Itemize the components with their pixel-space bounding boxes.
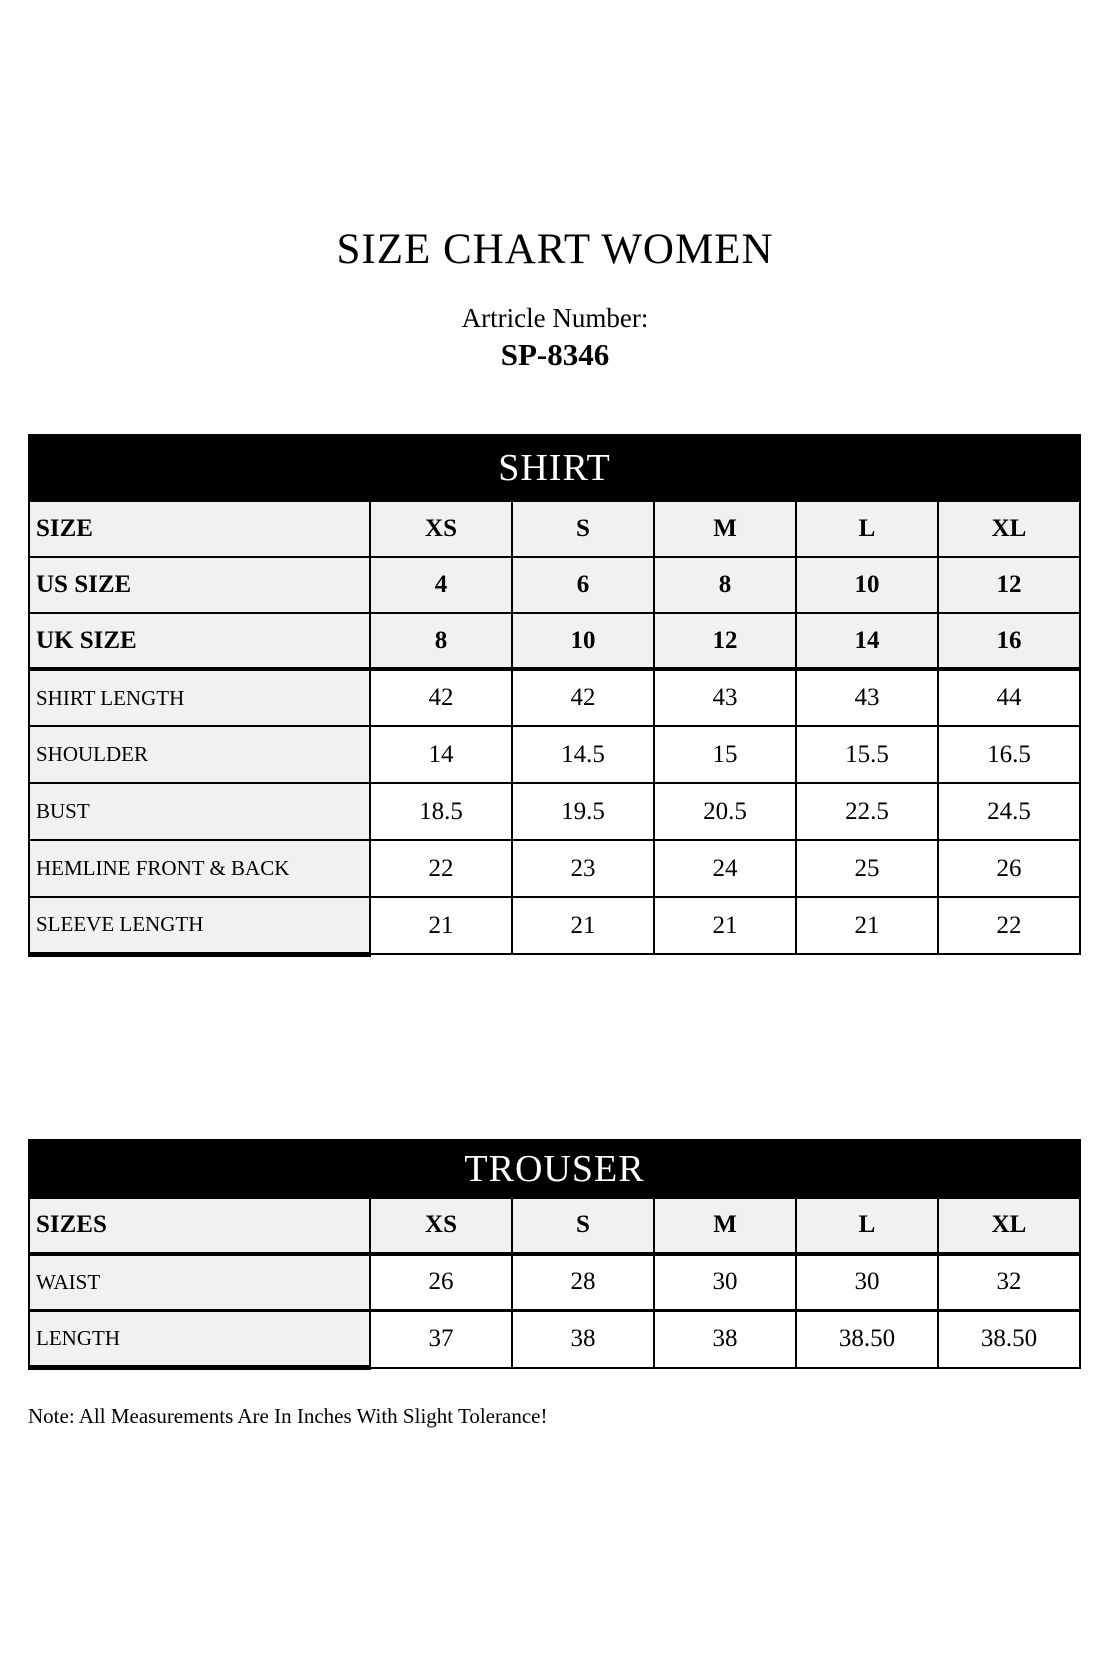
measurement-note: Note: All Measurements Are In Inches With Slight Tolerance!	[28, 1404, 548, 1428]
measurement-cell: 30	[796, 1254, 938, 1311]
measurement-cell: 22.5	[796, 783, 938, 840]
measurement-cell: 23	[512, 840, 654, 897]
row-label: US SIZE	[29, 557, 370, 613]
measurement-cell: 15	[654, 726, 796, 783]
row-label: WAIST	[29, 1254, 370, 1311]
row-label: SIZE	[29, 501, 370, 557]
measurement-cell: 16.5	[938, 726, 1080, 783]
measurement-cell: 30	[654, 1254, 796, 1311]
size-cell: XL	[938, 501, 1080, 557]
measurement-cell: 38	[654, 1311, 796, 1368]
size-cell: 8	[370, 613, 512, 669]
shirt-size-table	[28, 434, 1081, 957]
measurement-cell: 38.50	[796, 1311, 938, 1368]
trouser-table-header	[29, 1140, 1080, 1198]
size-cell: L	[796, 501, 938, 557]
size-cell: 12	[654, 613, 796, 669]
row-label: SIZES	[29, 1198, 370, 1254]
measurement-cell: 22	[370, 840, 512, 897]
table-row	[29, 557, 1080, 613]
measurement-cell: 19.5	[512, 783, 654, 840]
measurement-cell: 42	[370, 669, 512, 726]
measurement-cell: 32	[938, 1254, 1080, 1311]
size-cell: XS	[370, 501, 512, 557]
measurement-cell: 44	[938, 669, 1080, 726]
row-label: LENGTH	[29, 1311, 370, 1368]
table-row	[29, 783, 1080, 840]
size-cell: 10	[512, 613, 654, 669]
measurement-cell: 14.5	[512, 726, 654, 783]
measurement-cell: 26	[938, 840, 1080, 897]
size-cell: XS	[370, 1198, 512, 1254]
size-cell: 12	[938, 557, 1080, 613]
table-row	[29, 1254, 1080, 1311]
table-row	[29, 1311, 1080, 1368]
measurement-cell: 20.5	[654, 783, 796, 840]
measurement-cell: 25	[796, 840, 938, 897]
page-title: SIZE CHART WOMEN	[336, 226, 774, 273]
table-row	[29, 669, 1080, 726]
measurement-cell: 24.5	[938, 783, 1080, 840]
row-label: HEMLINE FRONT & BACK	[29, 840, 370, 897]
row-label: SHIRT LENGTH	[29, 669, 370, 726]
measurement-cell: 14	[370, 726, 512, 783]
table-row	[29, 726, 1080, 783]
row-label: SLEEVE LENGTH	[29, 897, 370, 954]
size-cell: M	[654, 1198, 796, 1254]
measurement-cell: 42	[512, 669, 654, 726]
table-row	[29, 897, 1080, 954]
measurement-cell: 21	[796, 897, 938, 954]
measurement-cell: 28	[512, 1254, 654, 1311]
measurement-cell: 37	[370, 1311, 512, 1368]
measurement-cell: 24	[654, 840, 796, 897]
measurement-cell: 22	[938, 897, 1080, 954]
trouser-size-table	[28, 1139, 1081, 1371]
shirt-table-header	[29, 435, 1080, 501]
measurement-cell: 21	[512, 897, 654, 954]
size-cell: 6	[512, 557, 654, 613]
measurement-cell: 38	[512, 1311, 654, 1368]
size-cell: S	[512, 1198, 654, 1254]
measurement-cell: 21	[654, 897, 796, 954]
article-number-label: Artricle Number:	[461, 303, 649, 333]
size-cell: 10	[796, 557, 938, 613]
row-label: BUST	[29, 783, 370, 840]
article-number-value: SP-8346	[500, 337, 610, 372]
size-cell: L	[796, 1198, 938, 1254]
measurement-cell: 15.5	[796, 726, 938, 783]
measurement-cell: 43	[654, 669, 796, 726]
measurement-cell: 38.50	[938, 1311, 1080, 1368]
size-cell: 8	[654, 557, 796, 613]
size-cell: XL	[938, 1198, 1080, 1254]
size-cell: 4	[370, 557, 512, 613]
shirt-table-title: SHIRT	[29, 435, 1080, 501]
row-label: SHOULDER	[29, 726, 370, 783]
measurement-cell: 43	[796, 669, 938, 726]
size-cell: M	[654, 501, 796, 557]
measurement-cell: 18.5	[370, 783, 512, 840]
trouser-table-title: TROUSER	[29, 1140, 1080, 1198]
measurement-cell: 26	[370, 1254, 512, 1311]
size-cell: S	[512, 501, 654, 557]
table-row	[29, 501, 1080, 557]
measurement-cell: 21	[370, 897, 512, 954]
row-label: UK SIZE	[29, 613, 370, 669]
size-cell: 16	[938, 613, 1080, 669]
table-row	[29, 840, 1080, 897]
table-row	[29, 1198, 1080, 1254]
table-row	[29, 613, 1080, 669]
size-cell: 14	[796, 613, 938, 669]
